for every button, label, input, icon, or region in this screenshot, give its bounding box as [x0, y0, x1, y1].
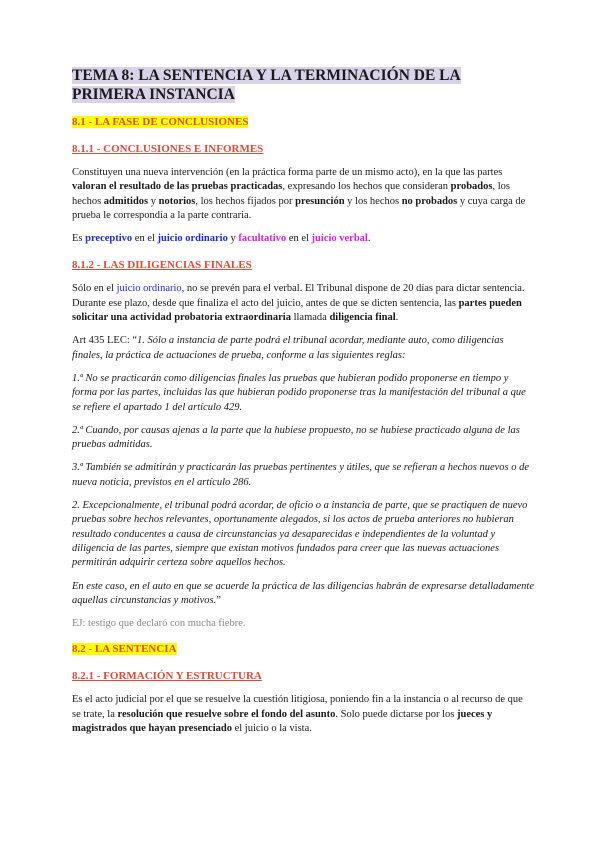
article-rule-2: 2.ª Cuando, por causas ajenas a la parte que la hubiese propuesto, no se hubiese practicado alguna de las pruebas admitidas.	[72, 424, 520, 451]
paragraph-diligencias: Sólo en el juicio ordinario, no se prevén para el verbal. El Tribunal dispone de 20 días para dictar sentencia. Durante ese plazo, desde que finaliza el acto del juicio, antes de que se dicten sentencia, las partes pueden solicitar una actividad probatoria extraordinaria llamada diligencia final.	[72, 283, 525, 324]
subsection-heading-8-2-1: 8.2.1 - FORMACIÓN Y ESTRUCTURA	[72, 670, 262, 683]
document-page	[72, 66, 534, 736]
paragraph-sentencia: Es el acto judicial por el que se resuelve la cuestión litigiosa, poniendo fin a la instancia o al recurso de que se trate, la resolución que resuelve sobre el fondo del asunto. Solo puede dictarse por los jueces y magistrados que hayan presenciado el juicio o la vista.	[72, 694, 523, 735]
title-line-2: PRIMERA INSTANCIA	[72, 86, 235, 103]
example-note: EJ: testigo que declaró con mucha fiebre.	[72, 618, 246, 630]
section-heading-8-2: 8.2 - LA SENTENCIA	[72, 643, 177, 656]
page-title	[72, 66, 534, 104]
paragraph-conclusiones: Constituyen una nueva intervención (en la práctica forma parte de un mismo acto), en la que las partes valoran el resultado de las pruebas practicadas, expresando los hechos que consideran probados, los hechos admitidos y notorios, los hechos fijados por presunción y los hechos no probados y cuya carga de prueba le correspondía a la parte contraria.	[72, 167, 526, 221]
article-435-intro: Art 435 LEC: “1. Sólo a instancia de parte podrá el tribunal acordar, mediante auto, como diligencias finales, la práctica de actuaciones de prueba, conforme a las siguientes reglas:	[72, 335, 504, 361]
subsection-heading-8-1-2: 8.1.2 - LAS DILIGENCIAS FINALES	[72, 259, 252, 272]
article-section-2-close: En este caso, en el auto en que se acuerde la práctica de las diligencias habrán de expresarse detalladamente aquellas circunstancias y motivos.”	[72, 580, 534, 606]
title-line-1: TEMA 8: LA SENTENCIA Y LA TERMINACIÓN DE LA	[72, 67, 461, 84]
article-rule-1: 1.ª No se practicarán como diligencias finales las pruebas que hubieran podido proponerse en tiempo y forma por las partes, incluidas las que hubieran podido proponerse tras la manifestación del tribunal a que se refiere el apartado 1 del artículo 429.	[72, 372, 526, 413]
article-section-2: 2. Excepcionalmente, el tribunal podrá acordar, de oficio o a instancia de parte, que se practiquen de nuevo pruebas sobre hechos relevantes, oportunamente alegados, si los actos de prueba anteriores no hubieran resultado conducentes a causa de circunstancias ya desaparecidas e independientes de la voluntad y diligencia de las partes, siempre que existan motivos fundados para creer que las nuevas actuaciones permitirán adquirir certeza sobre aquellos hechos.	[72, 500, 528, 569]
section-heading-8-1: 8.1 - LA FASE DE CONCLUSIONES	[72, 116, 249, 128]
subsection-heading-8-1-1: 8.1.1 - CONCLUSIONES E INFORMES	[72, 143, 264, 155]
paragraph-preceptivo: Es preceptivo en el juicio ordinario y facultativo en el juicio verbal.	[72, 233, 371, 245]
article-rule-3: 3.ª También se admitirán y practicarán las pruebas pertinentes y útiles, que se refieran a hechos nuevos o de nueva noticia, previstos en el artículo 286.	[72, 462, 530, 488]
